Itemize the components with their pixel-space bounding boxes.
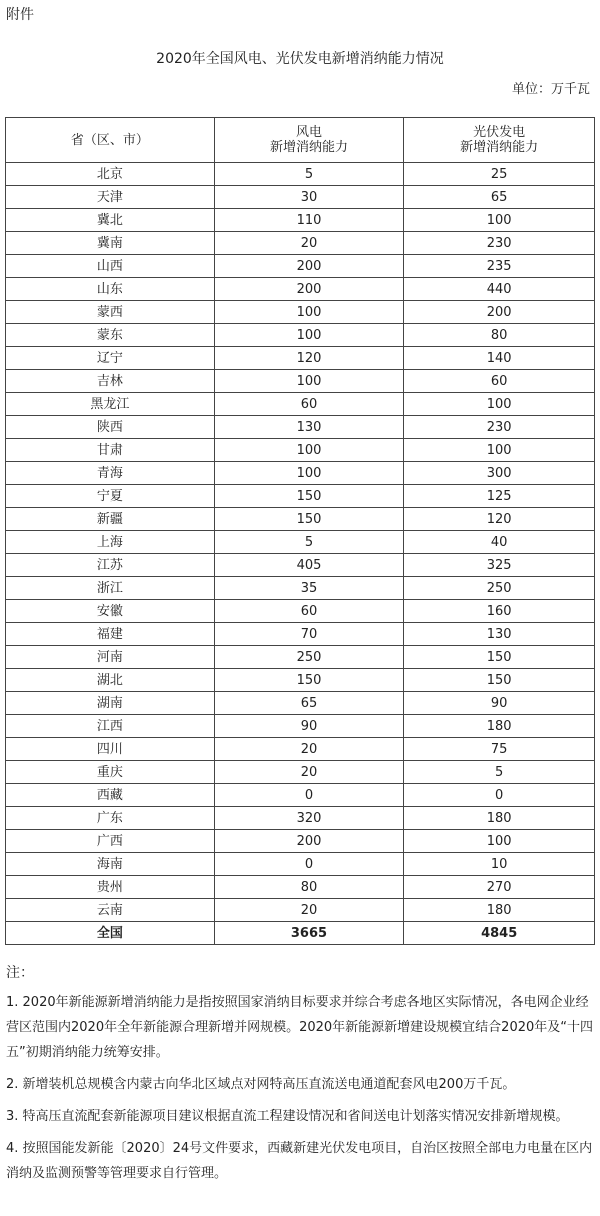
- notes-list: [6, 990, 596, 1193]
- pv-cell: 80: [404, 324, 595, 347]
- table-row: [6, 347, 595, 370]
- note-item: 2. 新增装机总规模含内蒙古向华北区域点对网特高压直流送电通道配套风电200万千瓦。: [6, 1077, 516, 1092]
- region-cell: 云南: [6, 899, 215, 922]
- table-row: [6, 830, 595, 853]
- wind-cell: 200: [214, 830, 404, 853]
- wind-cell: 70: [214, 623, 404, 646]
- document-title: 2020年全国风电、光伏发电新增消纳能力情况: [156, 51, 444, 67]
- pv-cell: 150: [404, 646, 595, 669]
- header-wind-line1: 风电: [295, 125, 322, 140]
- table-row: [6, 508, 595, 531]
- region-cell: 青海: [6, 462, 215, 485]
- pv-cell: 230: [404, 416, 595, 439]
- table-row: [6, 462, 595, 485]
- region-cell: 贵州: [6, 876, 215, 899]
- table-row: [6, 232, 595, 255]
- pv-cell: 25: [404, 163, 595, 186]
- header-region: 省（区、市）: [6, 118, 215, 163]
- table-row: [6, 439, 595, 462]
- region-cell: 蒙西: [6, 301, 215, 324]
- wind-cell: 250: [214, 646, 404, 669]
- wind-cell: 60: [214, 393, 404, 416]
- table-row: [6, 692, 595, 715]
- table-row: [6, 531, 595, 554]
- wind-cell: 100: [214, 301, 404, 324]
- pv-cell: 60: [404, 370, 595, 393]
- table-row: [6, 416, 595, 439]
- region-cell: 宁夏: [6, 485, 215, 508]
- pv-cell: 120: [404, 508, 595, 531]
- pv-cell: 300: [404, 462, 595, 485]
- wind-cell: 65: [214, 692, 404, 715]
- pv-cell: 180: [404, 899, 595, 922]
- table-row: [6, 623, 595, 646]
- header-pv-line1: 光伏发电: [473, 125, 526, 140]
- total-region-cell: 全国: [6, 922, 215, 945]
- pv-cell: 325: [404, 554, 595, 577]
- wind-cell: 80: [214, 876, 404, 899]
- pv-cell: 150: [404, 669, 595, 692]
- region-cell: 冀南: [6, 232, 215, 255]
- table-total-row: [6, 922, 595, 945]
- region-cell: 浙江: [6, 577, 215, 600]
- notes-heading: 注：: [6, 965, 34, 981]
- total-pv-cell: 4845: [404, 922, 595, 945]
- table-header-row: [6, 118, 595, 163]
- pv-cell: 440: [404, 278, 595, 301]
- table-row: [6, 186, 595, 209]
- pv-cell: 0: [404, 784, 595, 807]
- pv-cell: 100: [404, 439, 595, 462]
- pv-cell: 65: [404, 186, 595, 209]
- pv-cell: 160: [404, 600, 595, 623]
- pv-cell: 5: [404, 761, 595, 784]
- pv-cell: 100: [404, 393, 595, 416]
- wind-cell: 200: [214, 255, 404, 278]
- wind-cell: 90: [214, 715, 404, 738]
- table-row: [6, 853, 595, 876]
- table-row: [6, 370, 595, 393]
- table-row: [6, 899, 595, 922]
- table-row: [6, 784, 595, 807]
- pv-cell: 250: [404, 577, 595, 600]
- region-cell: 河南: [6, 646, 215, 669]
- region-cell: 安徽: [6, 600, 215, 623]
- wind-cell: 405: [214, 554, 404, 577]
- pv-cell: 10: [404, 853, 595, 876]
- wind-cell: 100: [214, 370, 404, 393]
- region-cell: 甘肃: [6, 439, 215, 462]
- table-row: [6, 255, 595, 278]
- wind-cell: 100: [214, 439, 404, 462]
- region-cell: 福建: [6, 623, 215, 646]
- table-row: [6, 554, 595, 577]
- region-cell: 黑龙江: [6, 393, 215, 416]
- region-cell: 海南: [6, 853, 215, 876]
- capacity-table: [5, 117, 595, 945]
- wind-cell: 5: [214, 163, 404, 186]
- pv-cell: 230: [404, 232, 595, 255]
- region-cell: 陕西: [6, 416, 215, 439]
- region-cell: 四川: [6, 738, 215, 761]
- table-row: [6, 324, 595, 347]
- pv-cell: 125: [404, 485, 595, 508]
- region-cell: 江苏: [6, 554, 215, 577]
- wind-cell: 0: [214, 853, 404, 876]
- region-cell: 上海: [6, 531, 215, 554]
- pv-cell: 270: [404, 876, 595, 899]
- table-row: [6, 209, 595, 232]
- table-row: [6, 738, 595, 761]
- pv-cell: 180: [404, 715, 595, 738]
- wind-cell: 120: [214, 347, 404, 370]
- wind-cell: 100: [214, 324, 404, 347]
- wind-cell: 20: [214, 738, 404, 761]
- wind-cell: 150: [214, 508, 404, 531]
- table-row: [6, 393, 595, 416]
- pv-cell: 200: [404, 301, 595, 324]
- wind-cell: 0: [214, 784, 404, 807]
- wind-cell: 150: [214, 485, 404, 508]
- region-cell: 西藏: [6, 784, 215, 807]
- wind-cell: 20: [214, 899, 404, 922]
- header-pv: [404, 118, 595, 163]
- wind-cell: 100: [214, 462, 404, 485]
- pv-cell: 100: [404, 209, 595, 232]
- wind-cell: 320: [214, 807, 404, 830]
- table-row: [6, 761, 595, 784]
- table-row: [6, 669, 595, 692]
- region-cell: 吉林: [6, 370, 215, 393]
- table-row: [6, 163, 595, 186]
- region-cell: 广西: [6, 830, 215, 853]
- wind-cell: 130: [214, 416, 404, 439]
- region-cell: 山西: [6, 255, 215, 278]
- header-wind-line2: 新增消纳能力: [269, 140, 348, 155]
- region-cell: 新疆: [6, 508, 215, 531]
- wind-cell: 60: [214, 600, 404, 623]
- total-wind-cell: 3665: [214, 922, 404, 945]
- region-cell: 湖北: [6, 669, 215, 692]
- header-pv-line2: 新增消纳能力: [460, 140, 539, 155]
- region-cell: 蒙东: [6, 324, 215, 347]
- wind-cell: 20: [214, 761, 404, 784]
- region-cell: 重庆: [6, 761, 215, 784]
- pv-cell: 140: [404, 347, 595, 370]
- pv-cell: 235: [404, 255, 595, 278]
- region-cell: 湖南: [6, 692, 215, 715]
- table-row: [6, 485, 595, 508]
- region-cell: 江西: [6, 715, 215, 738]
- table-row: [6, 876, 595, 899]
- region-cell: 冀北: [6, 209, 215, 232]
- wind-cell: 5: [214, 531, 404, 554]
- table-row: [6, 600, 595, 623]
- pv-cell: 90: [404, 692, 595, 715]
- attachment-label: 附件: [6, 7, 34, 23]
- table-row: [6, 301, 595, 324]
- pv-cell: 180: [404, 807, 595, 830]
- wind-cell: 200: [214, 278, 404, 301]
- pv-cell: 40: [404, 531, 595, 554]
- header-wind: [214, 118, 404, 163]
- region-cell: 天津: [6, 186, 215, 209]
- note-item: 3. 特高压直流配套新能源项目建议根据直流工程建设情况和省间送电计划落实情况安排新增规模。: [6, 1109, 569, 1124]
- table-row: [6, 577, 595, 600]
- pv-cell: 75: [404, 738, 595, 761]
- table-row: [6, 807, 595, 830]
- wind-cell: 20: [214, 232, 404, 255]
- region-cell: 辽宁: [6, 347, 215, 370]
- region-cell: 北京: [6, 163, 215, 186]
- table-row: [6, 646, 595, 669]
- region-cell: 山东: [6, 278, 215, 301]
- wind-cell: 150: [214, 669, 404, 692]
- note-item: 1. 2020年新能源新增消纳能力是指按照国家消纳目标要求并综合考虑各地区实际情况，各电网企业经营区范围内2020年全年新能源合理新增并网规模。2020年新能源新增建设规模宜结合2020年及“十四五”初期消纳能力统筹安排。: [6, 995, 593, 1060]
- unit-label: 单位：万千瓦: [511, 82, 590, 97]
- wind-cell: 35: [214, 577, 404, 600]
- note-item: 4. 按照国能发新能〔2020〕24号文件要求，西藏新建光伏发电项目，自治区按照全部电力电量在区内消纳及监测预警等管理要求自行管理。: [6, 1141, 593, 1181]
- pv-cell: 130: [404, 623, 595, 646]
- wind-cell: 30: [214, 186, 404, 209]
- pv-cell: 100: [404, 830, 595, 853]
- table-row: [6, 278, 595, 301]
- wind-cell: 110: [214, 209, 404, 232]
- region-cell: 广东: [6, 807, 215, 830]
- table-row: [6, 715, 595, 738]
